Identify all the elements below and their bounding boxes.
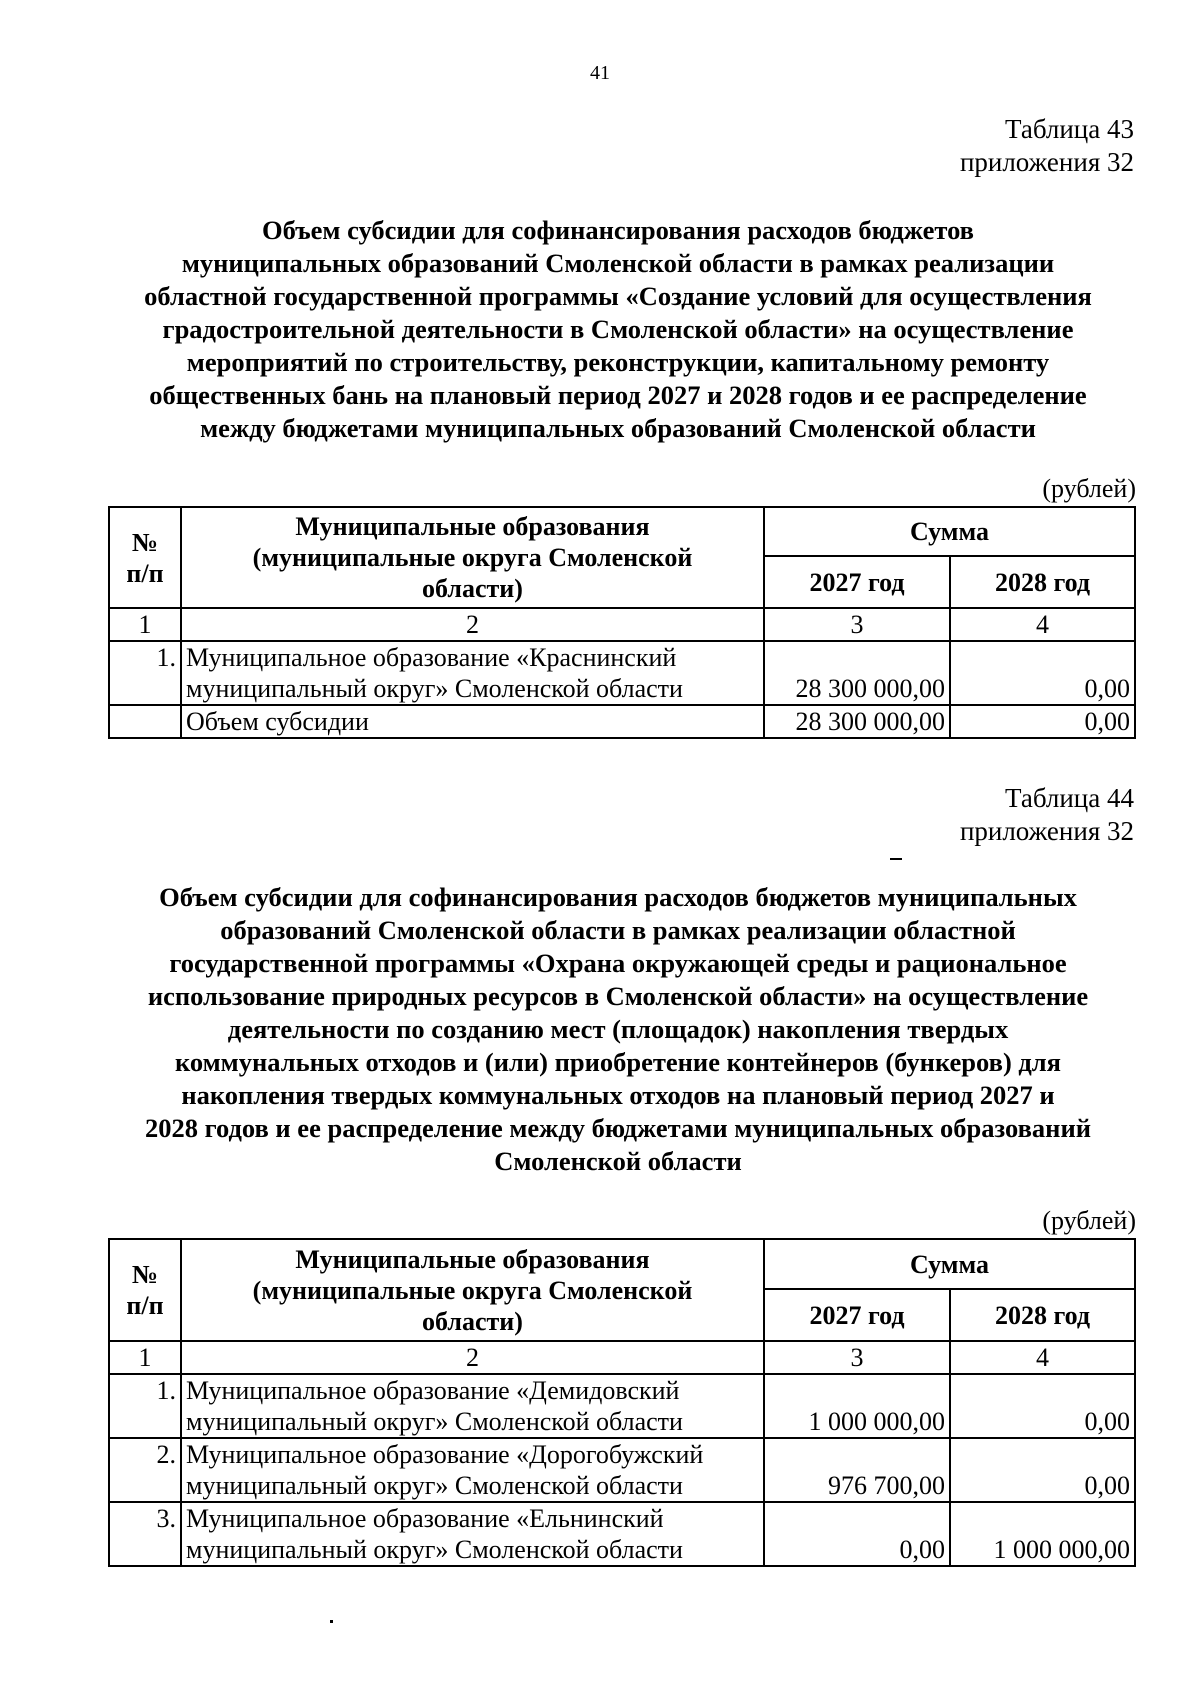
title-line: коммунальных отходов и (или) приобретение контейнеров (бункеров) для <box>174 1047 1062 1077</box>
scan-speck <box>330 1620 333 1623</box>
row-value-2027: 1 000 000,00 <box>764 1374 950 1438</box>
table-row <box>109 641 1135 705</box>
table43-units: (рублей) <box>1042 474 1136 503</box>
col-number: 1 <box>109 608 181 641</box>
title-line: между бюджетами муниципальных образований Смоленской области <box>200 413 1036 443</box>
row-value-2028: 0,00 <box>950 1438 1135 1502</box>
total-value-2028: 0,00 <box>950 705 1135 738</box>
table43 <box>108 506 1136 739</box>
column-numbers-row <box>109 1341 1135 1374</box>
col-number: 4 <box>950 1341 1135 1374</box>
col-number: 4 <box>950 608 1135 641</box>
title-line: Объем субсидии для софинансирования расходов бюджетов муниципальных <box>159 882 1077 912</box>
header-2027: 2027 год <box>764 1289 950 1341</box>
title-line: использование природных ресурсов в Смоленской области» на осуществление <box>147 981 1089 1011</box>
table44-caption <box>960 782 1134 848</box>
title-line: деятельности по созданию мест (площадок) накопления твердых <box>227 1014 1009 1044</box>
row-value-2027: 0,00 <box>764 1502 950 1566</box>
table-row <box>109 1438 1135 1502</box>
page-number: 41 <box>590 62 610 84</box>
row-name: Муниципальное образование «Демидовский муниципальный округ» Смоленской области <box>181 1374 764 1438</box>
title-line: областной государственной программы «Создание условий для осуществления <box>144 281 1092 311</box>
title-line: Смоленской области <box>494 1146 742 1176</box>
title-line: образований Смоленской области в рамках реализации областной <box>220 915 1016 945</box>
row-num: 2. <box>109 1438 181 1502</box>
table-row <box>109 1374 1135 1438</box>
col-number: 1 <box>109 1341 181 1374</box>
scan-speck <box>890 858 902 860</box>
table43-caption-line: Таблица 43 <box>1005 114 1134 144</box>
row-num: 1. <box>109 1374 181 1438</box>
table43-caption <box>960 113 1134 179</box>
title-line: накопления твердых коммунальных отходов на плановый период 2027 и <box>181 1080 1055 1110</box>
column-numbers-row <box>109 608 1135 641</box>
row-name: Муниципальное образование «Дорогобужский муниципальный округ» Смоленской области <box>181 1438 764 1502</box>
title-line: 2028 годов и ее распределение между бюджетами муниципальных образований <box>145 1113 1091 1143</box>
title-line: Объем субсидии для софинансирования расходов бюджетов <box>262 215 974 245</box>
row-num: 3. <box>109 1502 181 1566</box>
title-line: мероприятий по строительству, реконструкции, капитальному ремонту <box>186 347 1050 377</box>
row-num: 1. <box>109 641 181 705</box>
header-num: № п/п <box>109 1239 181 1341</box>
header-num: № п/п <box>109 507 181 608</box>
row-value-2028: 1 000 000,00 <box>950 1502 1135 1566</box>
table44-units: (рублей) <box>1042 1206 1136 1235</box>
table44 <box>108 1238 1136 1567</box>
title-line: муниципальных образований Смоленской области в рамках реализации <box>181 248 1055 278</box>
header-name: Муниципальные образования (муниципальные округа Смоленской области) <box>181 1239 764 1341</box>
col-number: 3 <box>764 1341 950 1374</box>
col-number: 2 <box>181 608 764 641</box>
header-2027: 2027 год <box>764 556 950 608</box>
row-value-2028: 0,00 <box>950 641 1135 705</box>
row-value-2028: 0,00 <box>950 1374 1135 1438</box>
table43-title <box>108 214 1128 445</box>
col-number: 3 <box>764 608 950 641</box>
title-line: градостроительной деятельности в Смоленской области» на осуществление <box>162 314 1074 344</box>
row-name: Муниципальное образование «Краснинский муниципальный округ» Смоленской области <box>181 641 764 705</box>
total-label: Объем субсидии <box>181 705 764 738</box>
row-value-2027: 28 300 000,00 <box>764 641 950 705</box>
header-2028: 2028 год <box>950 1289 1135 1341</box>
header-2028: 2028 год <box>950 556 1135 608</box>
header-name: Муниципальные образования (муниципальные округа Смоленской области) <box>181 507 764 608</box>
row-name: Муниципальное образование «Ельнинский муниципальный округ» Смоленской области <box>181 1502 764 1566</box>
header-sum: Сумма <box>764 507 1135 556</box>
title-line: общественных бань на плановый период 2027 и 2028 годов и ее распределение <box>149 380 1087 410</box>
table43-caption-line: приложения 32 <box>959 147 1134 177</box>
row-value-2027: 976 700,00 <box>764 1438 950 1502</box>
table-row <box>109 1502 1135 1566</box>
total-value-2027: 28 300 000,00 <box>764 705 950 738</box>
table44-title <box>108 881 1128 1178</box>
table44-caption-line: Таблица 44 <box>1005 783 1134 813</box>
header-sum: Сумма <box>764 1239 1135 1289</box>
col-number: 2 <box>181 1341 764 1374</box>
table44-caption-line: приложения 32 <box>959 816 1134 846</box>
total-row <box>109 705 1135 738</box>
title-line: государственной программы «Охрана окружающей среды и рациональное <box>169 948 1067 978</box>
total-num <box>109 705 181 738</box>
